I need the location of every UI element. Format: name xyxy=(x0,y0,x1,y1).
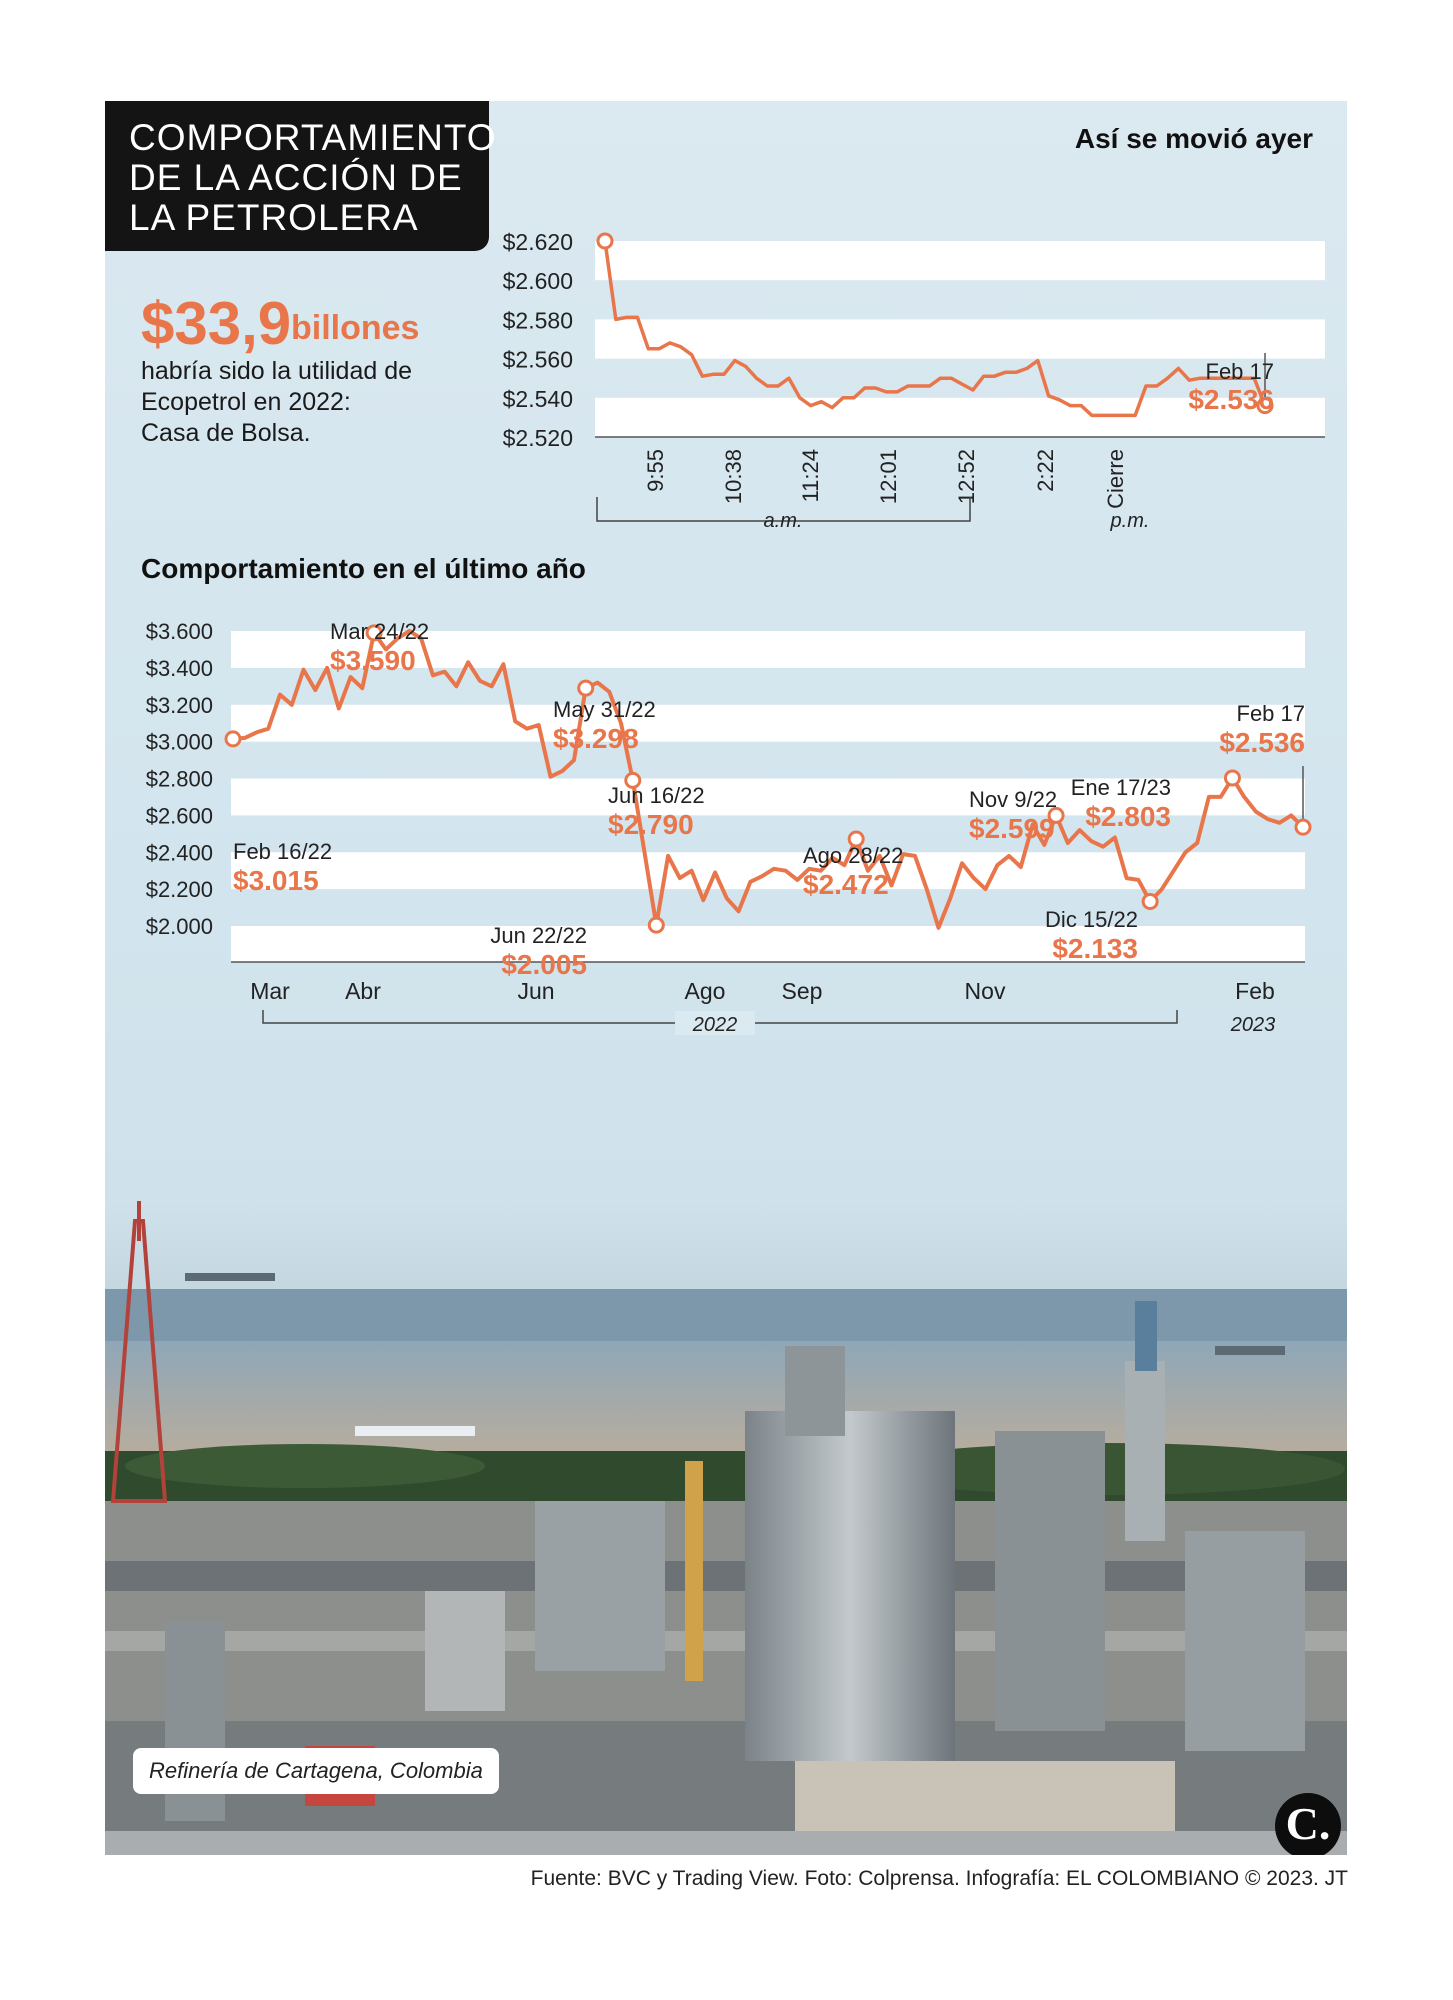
x-tick-label: Ago xyxy=(684,978,726,1004)
photo-caption: Refinería de Cartagena, Colombia xyxy=(133,1748,499,1794)
title-box xyxy=(105,101,497,251)
x-tick-label: 12:01 xyxy=(876,449,901,505)
open-point xyxy=(598,234,612,248)
annotation-value-label: $2.803 xyxy=(1085,801,1171,832)
annotation-date-label: Nov 9/22 xyxy=(969,787,1058,812)
annotation-date-label: Feb 16/22 xyxy=(233,839,333,864)
grid-band xyxy=(595,319,1325,358)
year-2022-label: 2022 xyxy=(692,1014,738,1036)
highlight-unit: billones xyxy=(291,309,420,347)
annotated-point xyxy=(1296,820,1310,834)
x-tick-label: 11:24 xyxy=(798,449,823,503)
y-tick-label: $2.400 xyxy=(145,840,213,866)
annotation-date-label: Jun 16/22 xyxy=(608,783,705,808)
y-tick-label: $2.540 xyxy=(502,385,573,412)
annotation-date-label: May 31/22 xyxy=(553,697,656,722)
year-2023-label: 2023 xyxy=(1230,1014,1276,1036)
y-tick-label: $2.600 xyxy=(145,803,213,829)
title-line-2: DE LA ACCIÓN DE xyxy=(129,157,463,198)
annotation-date-label: Dic 15/22 xyxy=(1045,907,1138,932)
annotation-value-label: $3.590 xyxy=(330,645,416,676)
annotation-value-label: $2.472 xyxy=(803,869,889,900)
x-tick-label: Jun xyxy=(517,978,555,1004)
annotated-point xyxy=(226,732,240,746)
x-tick-label: Cierre xyxy=(1103,449,1128,509)
y-tick-label: $2.800 xyxy=(145,766,213,792)
annotated-point xyxy=(579,681,593,695)
brand-logo: C. xyxy=(1275,1793,1341,1855)
am-label: a.m. xyxy=(763,510,803,532)
x-tick-label: Nov xyxy=(964,978,1006,1004)
y-tick-label: $3.200 xyxy=(145,692,213,718)
x-tick-label: Mar xyxy=(250,978,290,1004)
source-footer: Fuente: BVC y Trading View. Foto: Colprensa. Infografía: EL COLOMBIANO © 2023. JT xyxy=(530,1867,1348,1890)
chart1-title: Así se movió ayer xyxy=(1074,123,1313,154)
chart2-title: Comportamiento en el último año xyxy=(141,553,586,584)
y-tick-label: $2.620 xyxy=(502,229,573,255)
annotation-value-label: $2.599 xyxy=(969,813,1055,844)
annotation-value-label: $3.015 xyxy=(233,865,319,896)
highlight-desc-2: Ecopetrol en 2022: xyxy=(141,388,351,416)
title-line-3: LA PETROLERA xyxy=(129,197,419,238)
annotation-value-label: $2.133 xyxy=(1052,933,1138,964)
annotation-date-label: Ene 17/23 xyxy=(1070,775,1171,800)
annotation-value-label: $2.005 xyxy=(501,949,587,980)
annotation-date-label: Ago 28/22 xyxy=(803,843,904,868)
pm-label: p.m. xyxy=(1110,510,1150,532)
infographic-panel xyxy=(105,101,1347,1855)
title-line-1: COMPORTAMIENTO xyxy=(129,117,497,158)
grid-band xyxy=(595,241,1325,280)
x-tick-label: 2:22 xyxy=(1033,449,1058,492)
y-tick-label: $3.400 xyxy=(145,655,213,681)
y-tick-label: $3.600 xyxy=(145,619,213,644)
annotated-point xyxy=(1143,894,1157,908)
highlight-desc-1: habría sido la utilidad de xyxy=(141,357,413,385)
x-tick-label: Sep xyxy=(781,978,823,1004)
highlight-value: $33,9 xyxy=(141,290,292,357)
annotation-date-label: Mar 24/22 xyxy=(330,619,430,644)
annotation-value-label: $3.298 xyxy=(553,723,639,754)
y-tick-label: $3.000 xyxy=(145,729,213,755)
annotated-point xyxy=(1225,771,1239,785)
x-tick-label: 9:55 xyxy=(643,449,668,492)
intraday-chart xyxy=(485,161,1345,551)
x-tick-label: Abr xyxy=(345,978,381,1004)
y-tick-label: $2.200 xyxy=(145,877,213,903)
highlight-desc-3: Casa de Bolsa. xyxy=(141,419,311,447)
close-date-label: Feb 17 xyxy=(1205,359,1274,384)
y-tick-label: $2.520 xyxy=(502,425,573,451)
annotation-value-label: $2.790 xyxy=(608,809,694,840)
grid-band xyxy=(231,926,1305,962)
y-tick-label: $2.600 xyxy=(502,268,573,295)
x-tick-label: 10:38 xyxy=(721,449,746,505)
x-tick-label: Feb xyxy=(1235,978,1275,1004)
y-tick-label: $2.580 xyxy=(502,307,573,334)
y-tick-label: $2.000 xyxy=(145,914,213,939)
close-value-label: $2.536 xyxy=(1188,384,1274,415)
x-tick-label: 12:52 xyxy=(954,449,979,505)
annotation-date-label: Feb 17 xyxy=(1236,701,1305,726)
annotation-date-label: Jun 22/22 xyxy=(490,923,587,948)
grid-band xyxy=(231,705,1305,742)
annotation-value-label: $2.536 xyxy=(1219,727,1305,758)
y-tick-label: $2.560 xyxy=(502,346,573,373)
yearly-chart xyxy=(105,591,1347,1191)
annotated-point xyxy=(649,918,663,932)
